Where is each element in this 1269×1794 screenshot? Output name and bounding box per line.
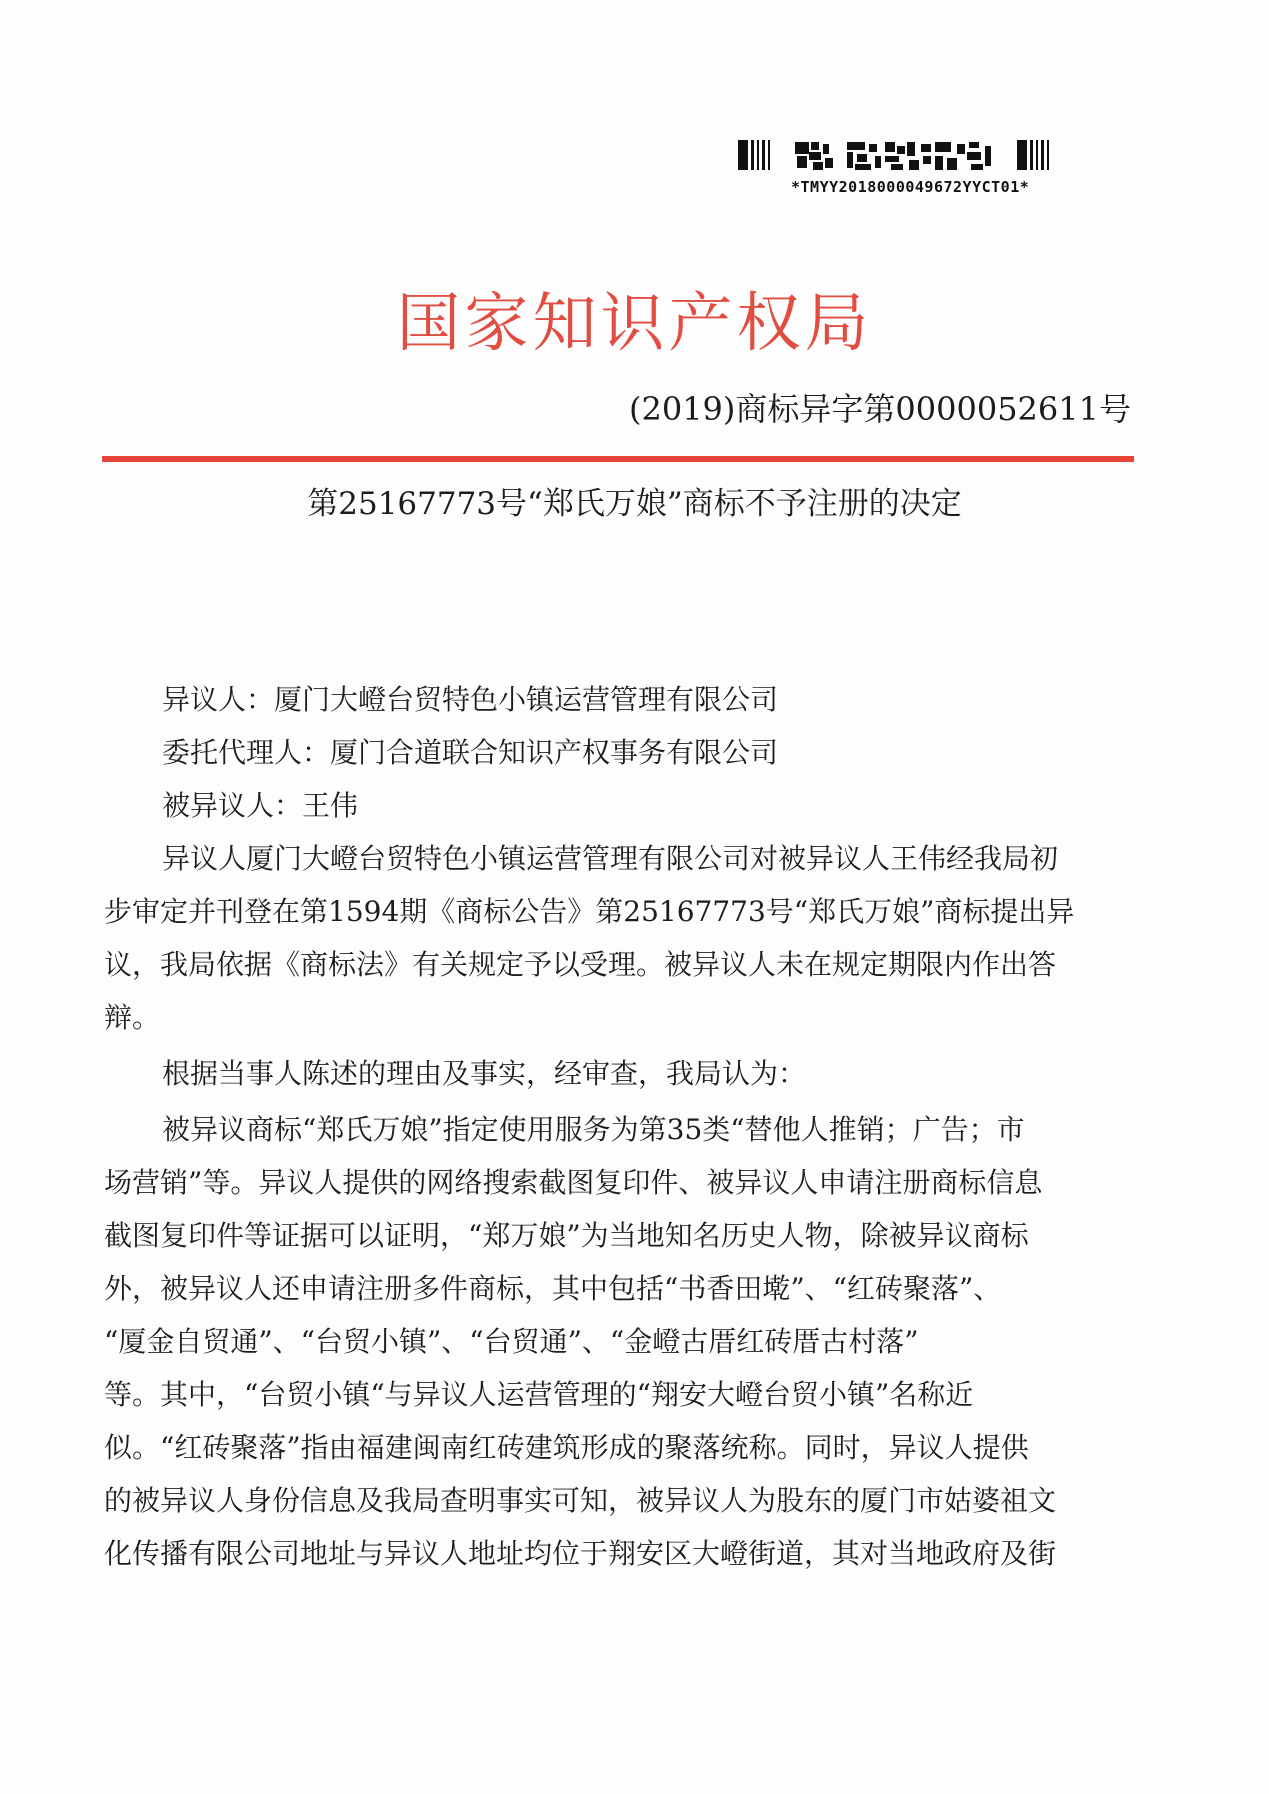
paragraph-line: 的被异议人身份信息及我局查明事实可知，被异议人为股东的厦门市姑婆祖文 xyxy=(104,1484,1057,1517)
paragraph-line: 似。“红砖聚落”指由福建闽南红砖建筑形成的聚落统称。同时，异议人提供 xyxy=(104,1431,1029,1464)
document-number: (2019)商标异字第0000052611号 xyxy=(628,390,1131,428)
opposed-party-line: 被异议人：王伟 xyxy=(162,789,359,822)
paragraph-line: 等。其中，“台贸小镇“与异议人运营管理的“翔安大嶝台贸小镇”名称近 xyxy=(104,1378,974,1411)
barcode-number: *TMYY2018000049672YYCT01* xyxy=(791,178,1030,196)
paragraph-line: 外，被异议人还申请注册多件商标，其中包括“书香田墘”、“红砖聚落”、 xyxy=(104,1272,1002,1305)
agency-name: 国家知识产权局 xyxy=(396,287,873,361)
decision-title: 第25167773号“郑氏万娘”商标不予注册的决定 xyxy=(307,486,962,522)
barcode-graphic xyxy=(735,134,1115,178)
paragraph-line: 辩。 xyxy=(104,1001,161,1034)
paragraph-line: 根据当事人陈述的理由及事实，经审查，我局认为： xyxy=(162,1057,807,1090)
barcode xyxy=(735,134,1115,204)
paragraph-line: 场营销”等。异议人提供的网络搜索截图复印件、被异议人申请注册商标信息 xyxy=(104,1166,1043,1199)
paragraph-line: “厦金自贸通”、“台贸小镇”、“台贸通”、“金嶝古厝红砖厝古村落” xyxy=(104,1325,919,1358)
agent-line: 委托代理人：厦门合道联合知识产权事务有限公司 xyxy=(162,736,779,769)
paragraph-line: 化传播有限公司地址与异议人地址均位于翔安区大嶝街道，其对当地政府及街 xyxy=(104,1537,1057,1570)
paragraph-line: 异议人厦门大嶝台贸特色小镇运营管理有限公司对被异议人王伟经我局初 xyxy=(162,842,1059,875)
opposer-line: 异议人：厦门大嶝台贸特色小镇运营管理有限公司 xyxy=(162,683,779,716)
paragraph-line: 截图复印件等证据可以证明，“郑万娘”为当地知名历史人物，除被异议商标 xyxy=(104,1219,1029,1252)
paragraph-line: 被异议商标“郑氏万娘”指定使用服务为第35类“替他人推销；广告；市 xyxy=(162,1113,1025,1146)
paragraph-line: 步审定并刊登在第1594期《商标公告》第25167773号“郑氏万娘”商标提出异 xyxy=(104,895,1075,928)
paragraph-line: 议，我局依据《商标法》有关规定予以受理。被异议人未在规定期限内作出答 xyxy=(104,948,1057,981)
red-divider-line xyxy=(102,456,1134,462)
